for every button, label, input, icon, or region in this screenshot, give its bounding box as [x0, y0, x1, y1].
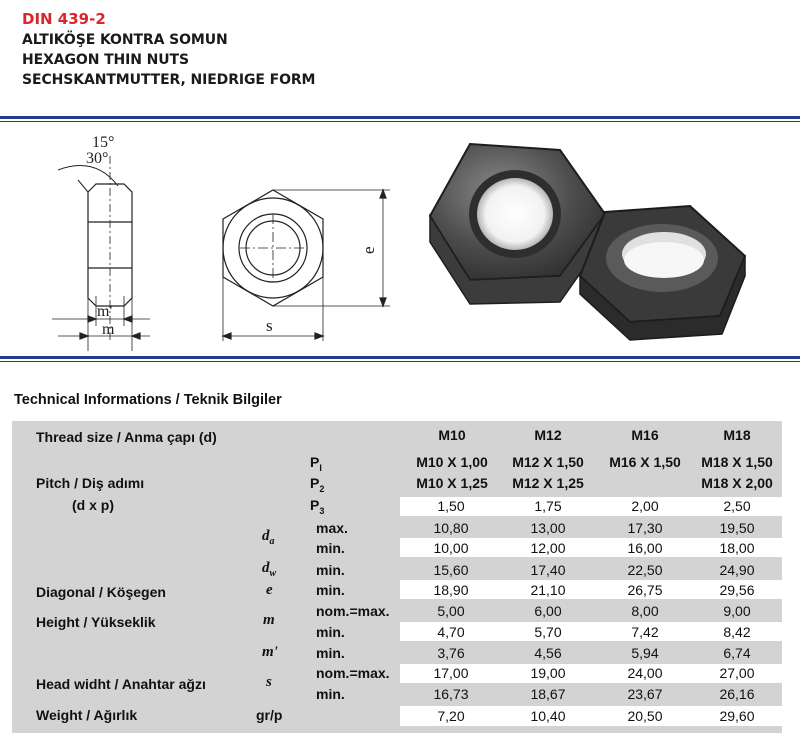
height-label: Height / Yükseklik	[36, 614, 156, 630]
p3-value: 1,75	[534, 498, 562, 514]
dw-symbol: $d_w$	[262, 560, 277, 579]
head-nom-value: 27,00	[719, 665, 755, 681]
header	[22, 8, 315, 90]
dim-m-prime: m'	[97, 303, 113, 320]
da-min-label: min.	[316, 540, 345, 556]
mprime-min-value: 5,94	[631, 645, 659, 661]
standard-code: DIN 439-2	[22, 10, 106, 28]
weight-value: 10,40	[530, 708, 566, 724]
dw-min-label: min.	[316, 562, 345, 578]
height-nom-value: 9,00	[723, 603, 751, 619]
diag-min-value: 18,90	[433, 582, 469, 598]
p1-value: M16 X 1,50	[609, 454, 681, 470]
weight-value: 20,50	[627, 708, 663, 724]
pitch-label: Pitch / Diş adımı	[36, 475, 145, 491]
dw-min-value: 24,90	[719, 562, 755, 578]
height-min-value: 7,42	[631, 624, 659, 640]
p1-value: M12 X 1,50	[512, 454, 584, 470]
s-symbol: s	[266, 674, 272, 690]
head-nom-value: 24,00	[627, 665, 663, 681]
height-min-value: 8,42	[723, 624, 751, 640]
dim-e: e	[359, 246, 378, 254]
height-nom-value: 5,00	[437, 603, 465, 619]
head-min-value: 18,67	[530, 686, 566, 702]
height-nom-value: 8,00	[631, 603, 659, 619]
head-width-label: Head widht / Anahtar ağzı	[36, 676, 206, 692]
da-min-value: 12,00	[530, 540, 566, 556]
weight-unit: gr/p	[256, 707, 283, 723]
weight-value: 7,20	[437, 708, 465, 724]
dw-min-value: 15,60	[433, 562, 469, 578]
height-min-value: 4,70	[437, 624, 465, 640]
weight-value: 29,60	[719, 708, 755, 724]
height-nom-value: 6,00	[534, 603, 562, 619]
section-title: Technical Informations / Teknik Bilgiler	[14, 392, 282, 408]
weight-label: Weight / Ağırlık	[36, 707, 138, 723]
size-header: M12	[534, 427, 562, 443]
da-max-value: 13,00	[530, 520, 566, 536]
head-nom-value: 17,00	[433, 665, 469, 681]
side-view	[52, 156, 150, 351]
dim-m: m	[102, 321, 115, 338]
size-header: M16	[631, 427, 659, 443]
p1-label: $P_I$	[310, 454, 322, 473]
head-nom-label: nom.=max.	[316, 665, 390, 681]
da-max-value: 17,30	[627, 520, 663, 536]
da-symbol: $d_a$	[262, 528, 275, 547]
p3-value: 2,50	[723, 498, 751, 514]
p1-value: M18 X 1,50	[701, 454, 773, 470]
header-divider	[0, 116, 800, 122]
da-min-value: 18,00	[719, 540, 755, 556]
mprime-min-value: 3,76	[437, 645, 465, 661]
height-min-label: min.	[316, 624, 345, 640]
technical-drawing	[0, 126, 800, 354]
m-symbol: m	[263, 612, 275, 628]
da-max-label: max.	[316, 520, 348, 536]
head-min-value: 26,16	[719, 686, 755, 702]
da-max-value: 10,80	[433, 520, 469, 536]
drawing-divider	[0, 356, 800, 362]
height-min-value: 5,70	[534, 624, 562, 640]
diag-min-label: min.	[316, 582, 345, 598]
p2-value: M12 X 1,25	[512, 475, 584, 491]
diag-min-value: 21,10	[530, 582, 566, 598]
p1-value: M10 X 1,00	[416, 454, 488, 470]
mprime-min-label: min.	[316, 645, 345, 661]
head-min-value: 23,67	[627, 686, 663, 702]
p3-value: 2,00	[631, 498, 659, 514]
size-header: M18	[723, 427, 751, 443]
p3-value: 1,50	[437, 498, 465, 514]
diag-min-value: 26,75	[627, 582, 663, 598]
diag-min-value: 29,56	[719, 582, 755, 598]
dw-min-value: 17,40	[530, 562, 566, 578]
p2-value: M10 X 1,25	[416, 475, 488, 491]
da-min-value: 16,00	[627, 540, 663, 556]
product-photo	[430, 144, 745, 340]
thread-size-label: Thread size / Anma çapı (d)	[36, 429, 217, 445]
title-turkish: ALTIKÖŞE KONTRA SOMUN	[22, 32, 228, 48]
diagonal-label: Diagonal / Köşegen	[36, 584, 166, 600]
m-prime-symbol: m'	[262, 644, 278, 660]
front-view	[223, 190, 390, 341]
mprime-min-value: 6,74	[723, 645, 751, 661]
pitch-sub-label: (d x p)	[72, 497, 114, 513]
size-header: M10	[438, 427, 466, 443]
title-english: HEXAGON THIN NUTS	[22, 52, 189, 68]
da-max-value: 19,50	[719, 520, 755, 536]
mprime-min-value: 4,56	[534, 645, 562, 661]
height-nom-label: nom.=max.	[316, 603, 390, 619]
title-german: SECHSKANTMUTTER, NIEDRIGE FORM	[22, 72, 316, 88]
p2-value: M18 X 2,00	[701, 475, 773, 491]
angle-30-label: 30°	[86, 150, 109, 167]
p2-label: $P_2$	[310, 475, 325, 494]
dim-s: s	[266, 316, 273, 335]
dw-min-value: 22,50	[627, 562, 663, 578]
da-min-value: 10,00	[433, 540, 469, 556]
angle-15-label: 15°	[92, 134, 115, 151]
head-min-label: min.	[316, 686, 345, 702]
p3-label: $P_3$	[310, 497, 325, 516]
head-min-value: 16,73	[433, 686, 469, 702]
head-nom-value: 19,00	[530, 665, 566, 681]
e-symbol: e	[266, 582, 273, 598]
